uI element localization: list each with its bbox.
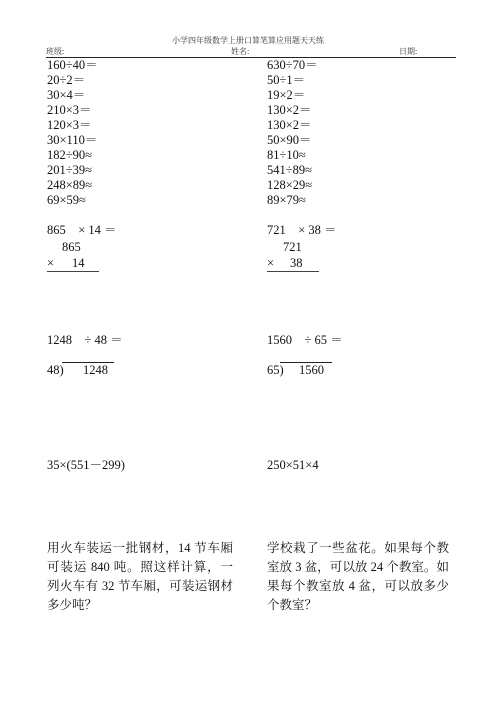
left-mental-list — [47, 58, 98, 208]
mental-problem: 210×3＝ — [47, 103, 92, 117]
date-label: 日期: — [399, 47, 418, 56]
right-mult-bottom: 38 — [290, 256, 303, 270]
left-expression: 35×(551－299) — [47, 458, 125, 472]
mental-problem: 130×2＝ — [267, 103, 312, 117]
right-mult-sign: × — [267, 256, 275, 270]
left-mult-problem: 865 × 14 ＝ — [47, 223, 117, 237]
mental-problem: 30×4＝ — [47, 88, 86, 102]
right-div-problem: 1560 ÷ 65 ＝ — [267, 333, 343, 347]
header-divider — [46, 57, 456, 58]
left-mult-top: 865 — [62, 240, 81, 254]
mental-problem: 89×79≈ — [267, 193, 306, 207]
left-word-problem: 用火车装运一批钢材，14 节车厢可装运 840 吨。照这样计算，一列火车有 32 节车厢，可装运钢材多少吨？ — [47, 541, 233, 612]
right-expression: 250×51×4 — [267, 458, 319, 472]
mental-problem: 20÷2＝ — [47, 73, 86, 87]
mental-problem: 630÷70＝ — [267, 58, 318, 72]
mental-problem: 201÷39≈ — [47, 163, 92, 177]
mental-problem: 541÷89≈ — [267, 163, 312, 177]
left-mult-rule — [47, 271, 99, 272]
left-div-dividend: 1248 — [83, 363, 108, 377]
worksheet-title: 小学四年级数学上册口算笔算应用题天天练 — [172, 36, 324, 45]
left-mult-sign: × — [47, 256, 55, 270]
right-mult-top: 721 — [283, 240, 302, 254]
right-word-problem: 学校栽了一些盆花。如果每个教室放 3 盆，可以放 24 个教室。如果每个教室放 4 盆，可以放多少个教室？ — [267, 541, 449, 612]
mental-problem: 50÷1＝ — [267, 73, 306, 87]
mental-problem: 19×2＝ — [267, 88, 306, 102]
class-label: 班级: — [46, 47, 65, 56]
right-mult-rule — [267, 271, 319, 272]
mental-problem: 120×3＝ — [47, 118, 92, 132]
mental-problem: 130×2＝ — [267, 118, 312, 132]
name-label: 姓名: — [231, 47, 250, 56]
mental-problem: 69×59≈ — [47, 193, 86, 207]
left-mult-bottom: 14 — [72, 256, 85, 270]
mental-problem: 160÷40＝ — [47, 58, 98, 72]
left-div-divisor: 48) — [47, 363, 64, 377]
mental-problem: 182÷90≈ — [47, 148, 92, 162]
mental-problem: 81÷10≈ — [267, 148, 306, 162]
right-mult-problem: 721 × 38 ＝ — [267, 223, 337, 237]
mental-problem: 30×110＝ — [47, 133, 98, 147]
left-div-problem: 1248 ÷ 48 ＝ — [47, 333, 123, 347]
right-mental-list — [267, 58, 318, 208]
right-div-divisor: 65) — [267, 363, 284, 377]
mental-problem: 128×29≈ — [267, 178, 313, 192]
mental-problem: 248×89≈ — [47, 178, 93, 192]
mental-problem: 50×90＝ — [267, 133, 312, 147]
right-div-dividend: 1560 — [299, 363, 324, 377]
